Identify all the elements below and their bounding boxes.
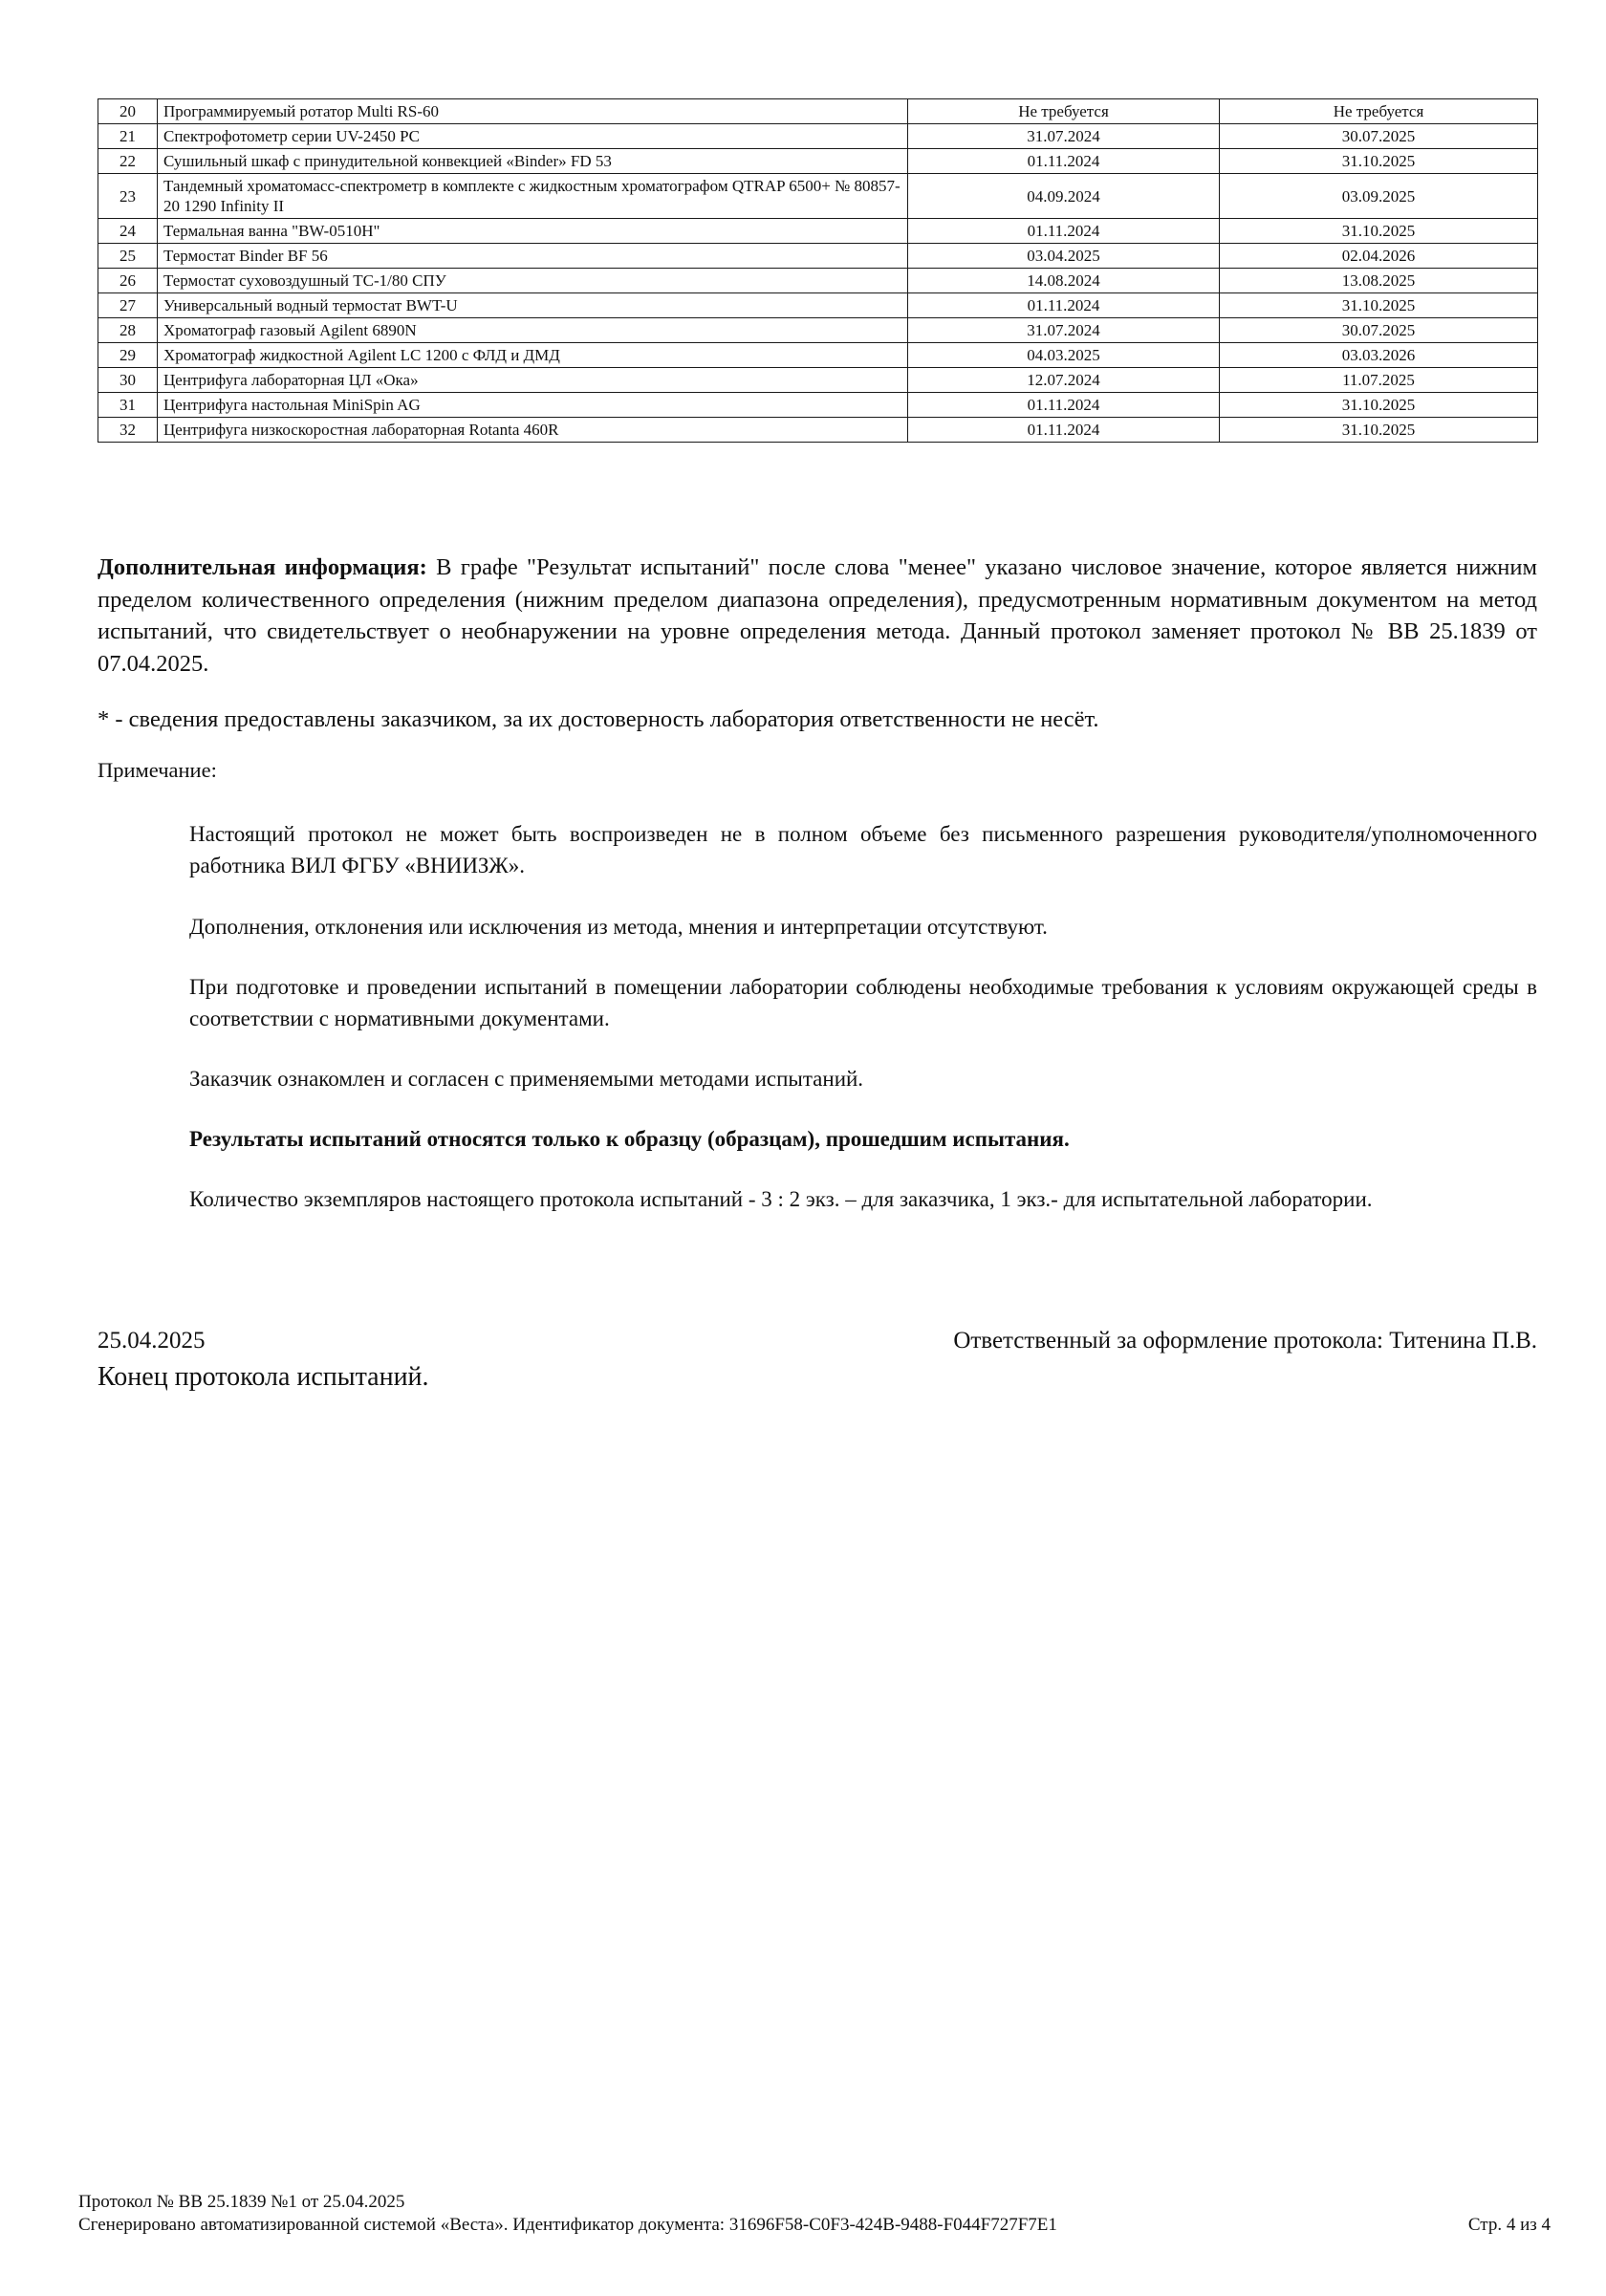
row-number: 30: [98, 368, 158, 393]
valid-until-date: 30.07.2025: [1220, 318, 1538, 343]
row-number: 31: [98, 393, 158, 418]
table-row: [98, 99, 1538, 124]
row-number: 20: [98, 99, 158, 124]
verification-date: Не требуется: [908, 99, 1220, 124]
note-paragraph-conditions: При подготовке и проведении испытаний в помещении лаборатории соблюдены необходимые требования к условиям окружающей среды в соответствии с нормативными документами.: [189, 975, 1537, 1030]
table-row: [98, 219, 1538, 244]
equipment-name: Универсальный водный термостат BWT-U: [158, 293, 908, 318]
row-number: 22: [98, 149, 158, 174]
verification-date: 14.08.2024: [908, 269, 1220, 293]
footer-generated-text: Сгенерировано автоматизированной системой «Веста». Идентификатор документа: 31696F58-C0F3-424B-9488-F044F727F7E1: [78, 2215, 1057, 2235]
note-heading: Примечание:: [98, 758, 217, 782]
note-paragraph-customer-agreement: Заказчик ознакомлен и согласен с применяемыми методами испытаний.: [189, 1067, 864, 1091]
additional-info-label: Дополнительная информация:: [98, 554, 427, 580]
row-number: 27: [98, 293, 158, 318]
row-number: 24: [98, 219, 158, 244]
table-row: [98, 174, 1538, 219]
equipment-table: [98, 98, 1538, 443]
note-paragraph-reproduction: Настоящий протокол не может быть воспроизведен не в полном объеме без письменного разрешения руководителя/уполномоченного работника ВИЛ ФГБУ «ВНИИЗЖ».: [189, 822, 1537, 877]
additional-info: [98, 552, 1537, 680]
row-number: 28: [98, 318, 158, 343]
note-paragraph-copies: Количество экземпляров настоящего протокола испытаний - 3 : 2 экз. – для заказчика, 1 экз.- для испытательной лаборатории.: [189, 1187, 1373, 1211]
row-number: 25: [98, 244, 158, 269]
valid-until-date: 31.10.2025: [1220, 149, 1538, 174]
equipment-name: Центрифуга настольная MiniSpin AG: [158, 393, 908, 418]
valid-until-date: 02.04.2026: [1220, 244, 1538, 269]
footer-generated: [78, 2214, 1551, 2237]
equipment-name: Термостат Binder BF 56: [158, 244, 908, 269]
note-paragraph-deviations: Дополнения, отклонения или исключения из метода, мнения и интерпретации отсутствуют.: [189, 915, 1048, 939]
signature-responsible: Ответственный за оформление протокола: Титенина П.В.: [953, 1328, 1537, 1354]
verification-date: 31.07.2024: [908, 318, 1220, 343]
verification-date: 01.11.2024: [908, 293, 1220, 318]
row-number: 32: [98, 418, 158, 443]
valid-until-date: 11.07.2025: [1220, 368, 1538, 393]
verification-date: 01.11.2024: [908, 393, 1220, 418]
equipment-name: Тандемный хроматомасс-спектрометр в комплекте с жидкостным хроматографом QTRAP 6500+ № 80857-20 1290 Infinity II: [158, 174, 908, 219]
verification-date: 04.09.2024: [908, 174, 1220, 219]
verification-date: 01.11.2024: [908, 418, 1220, 443]
valid-until-date: 31.10.2025: [1220, 418, 1538, 443]
signature-date: 25.04.2025: [98, 1328, 206, 1354]
table-row: [98, 343, 1538, 368]
equipment-name: Спектрофотометр серии UV-2450 PC: [158, 124, 908, 149]
valid-until-date: 03.03.2026: [1220, 343, 1538, 368]
end-of-protocol: Конец протокола испытаний.: [98, 1362, 429, 1392]
valid-until-date: 31.10.2025: [1220, 393, 1538, 418]
equipment-name: Хроматограф газовый Agilent 6890N: [158, 318, 908, 343]
equipment-name: Хроматограф жидкостной Agilent LC 1200 с ФЛД и ДМД: [158, 343, 908, 368]
equipment-name: Центрифуга лабораторная ЦЛ «Ока»: [158, 368, 908, 393]
additional-info-text: В графе "Результат испытаний" после слова "менее" указано числовое значение, которое является нижним пределом количественного определения (нижним пределом диапазона определения), предусмотренным нормативным документом на метод испытаний, что свидетельствует о необнаружении на уровне определения метода. Данный протокол заменяет протокол № ВВ 25.1839 от 07.04.2025.: [98, 554, 1537, 677]
valid-until-date: 31.10.2025: [1220, 219, 1538, 244]
footer-protocol-number: Протокол № ВВ 25.1839 №1 от 25.04.2025: [78, 2192, 405, 2212]
table-row: [98, 368, 1538, 393]
valid-until-date: 03.09.2025: [1220, 174, 1538, 219]
table-row: [98, 269, 1538, 293]
table-row: [98, 244, 1538, 269]
valid-until-date: Не требуется: [1220, 99, 1538, 124]
asterisk-note: * - сведения предоставлены заказчиком, за их достоверность лаборатория ответственности не несёт.: [98, 706, 1099, 732]
equipment-name: Программируемый ротатор Multi RS-60: [158, 99, 908, 124]
row-number: 29: [98, 343, 158, 368]
row-number: 21: [98, 124, 158, 149]
equipment-name: Сушильный шкаф с принудительной конвекцией «Binder» FD 53: [158, 149, 908, 174]
row-number: 26: [98, 269, 158, 293]
valid-until-date: 13.08.2025: [1220, 269, 1538, 293]
page-number: Стр. 4 из 4: [1467, 2215, 1551, 2235]
verification-date: 04.03.2025: [908, 343, 1220, 368]
row-number: 23: [98, 174, 158, 219]
verification-date: 01.11.2024: [908, 149, 1220, 174]
table-row: [98, 318, 1538, 343]
table-row: [98, 393, 1538, 418]
table-row: [98, 418, 1538, 443]
table-row: [98, 149, 1538, 174]
note-paragraph-results-scope: Результаты испытаний относятся только к образцу (образцам), прошедшим испытания.: [189, 1127, 1070, 1151]
valid-until-date: 31.10.2025: [1220, 293, 1538, 318]
valid-until-date: 30.07.2025: [1220, 124, 1538, 149]
table-row: [98, 124, 1538, 149]
verification-date: 31.07.2024: [908, 124, 1220, 149]
equipment-name: Термостат суховоздушный ТС-1/80 СПУ: [158, 269, 908, 293]
table-row: [98, 293, 1538, 318]
verification-date: 03.04.2025: [908, 244, 1220, 269]
verification-date: 12.07.2024: [908, 368, 1220, 393]
equipment-name: Центрифуга низкоскоростная лабораторная Rotanta 460R: [158, 418, 908, 443]
verification-date: 01.11.2024: [908, 219, 1220, 244]
equipment-name: Термальная ванна "BW-0510H": [158, 219, 908, 244]
